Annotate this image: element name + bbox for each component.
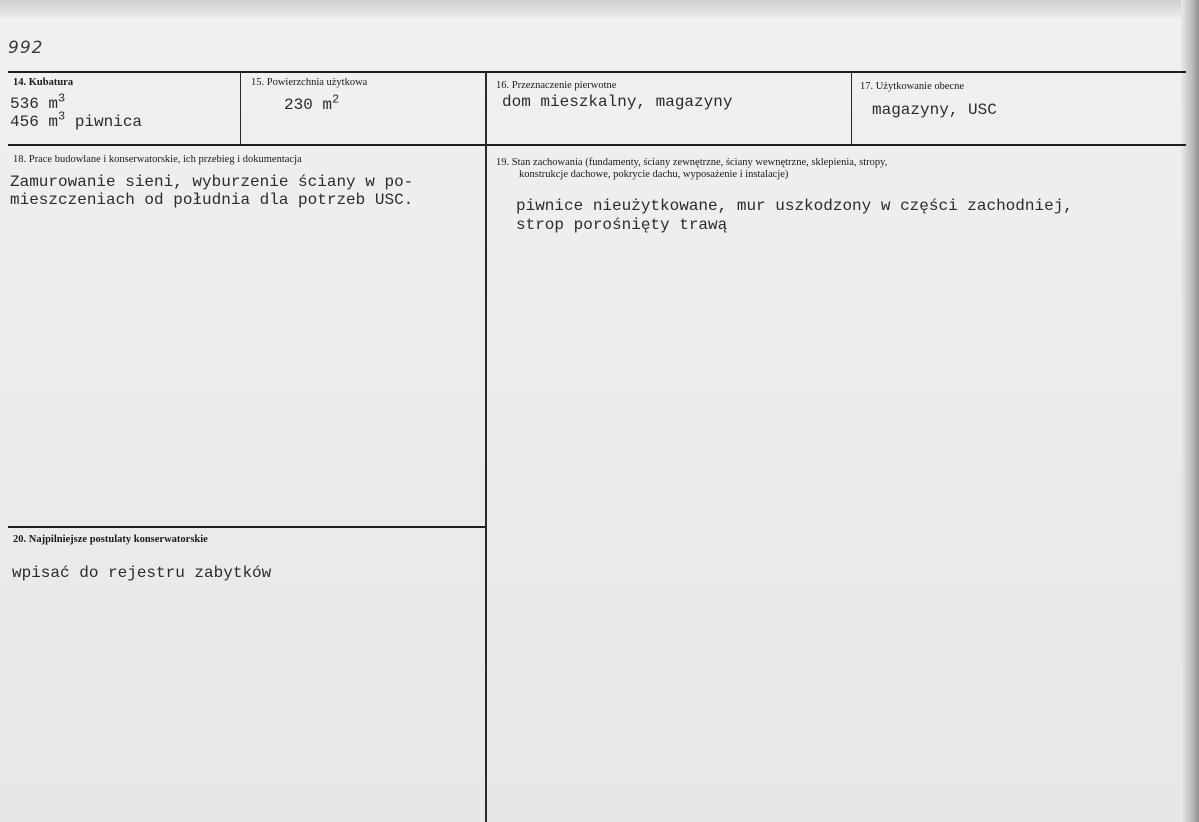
field-18-line2: mieszczeniach od południa dla potrzeb USC. bbox=[10, 191, 414, 209]
field-16-label: 16. Przeznaczenie pierwotne bbox=[496, 80, 617, 91]
top-rule bbox=[8, 71, 1186, 73]
field-15-label: 15. Powierzchnia użytkowa bbox=[251, 77, 368, 88]
row-rule-1 bbox=[8, 144, 1186, 146]
field-14-label: 14. Kubatura bbox=[13, 77, 74, 88]
field-18-line1: Zamurowanie sieni, wyburzenie ściany w po- bbox=[10, 173, 414, 191]
field-19-label-line1: 19. Stan zachowania (fundamenty, ściany zewnętrzne, ściany wewnętrzne, sklepienia, stropy, bbox=[496, 157, 888, 168]
field-20-value: wpisać do rejestru zabytków bbox=[12, 564, 272, 582]
divider-14-15 bbox=[240, 72, 241, 145]
field-16-value: dom mieszkalny, magazyny bbox=[502, 93, 733, 111]
scan-top-edge bbox=[0, 0, 1199, 18]
field-20-label: 20. Najpilniejsze postulaty konserwatorskie bbox=[13, 534, 208, 545]
field-14-cellar-volume: 456 $m^3$ piwnica bbox=[10, 109, 143, 131]
handwritten-number: 992 bbox=[8, 38, 44, 58]
field-14-volume: 536 $m^3$ bbox=[10, 91, 66, 113]
field-19-label-line2: konstrukcje dachowe, pokrycie dachu, wyposażenie i instalacje) bbox=[519, 169, 789, 180]
field-17-label: 17. Użytkowanie obecne bbox=[860, 81, 965, 92]
divider-16-17 bbox=[851, 72, 852, 145]
divider-main bbox=[485, 72, 487, 822]
row-rule-2 bbox=[8, 526, 485, 528]
field-18-label: 18. Prace budowlane i konserwatorskie, ich przebieg i dokumentacja bbox=[13, 154, 302, 165]
field-19-line1: piwnice nieużytkowane, mur uszkodzony w części zachodniej, bbox=[516, 197, 1073, 215]
field-15-value: 230 $m^2$ bbox=[284, 92, 340, 114]
scan-right-edge bbox=[1181, 0, 1199, 822]
field-19-line2: strop porośnięty trawą bbox=[516, 216, 728, 234]
field-17-value: magazyny, USC bbox=[872, 101, 997, 119]
